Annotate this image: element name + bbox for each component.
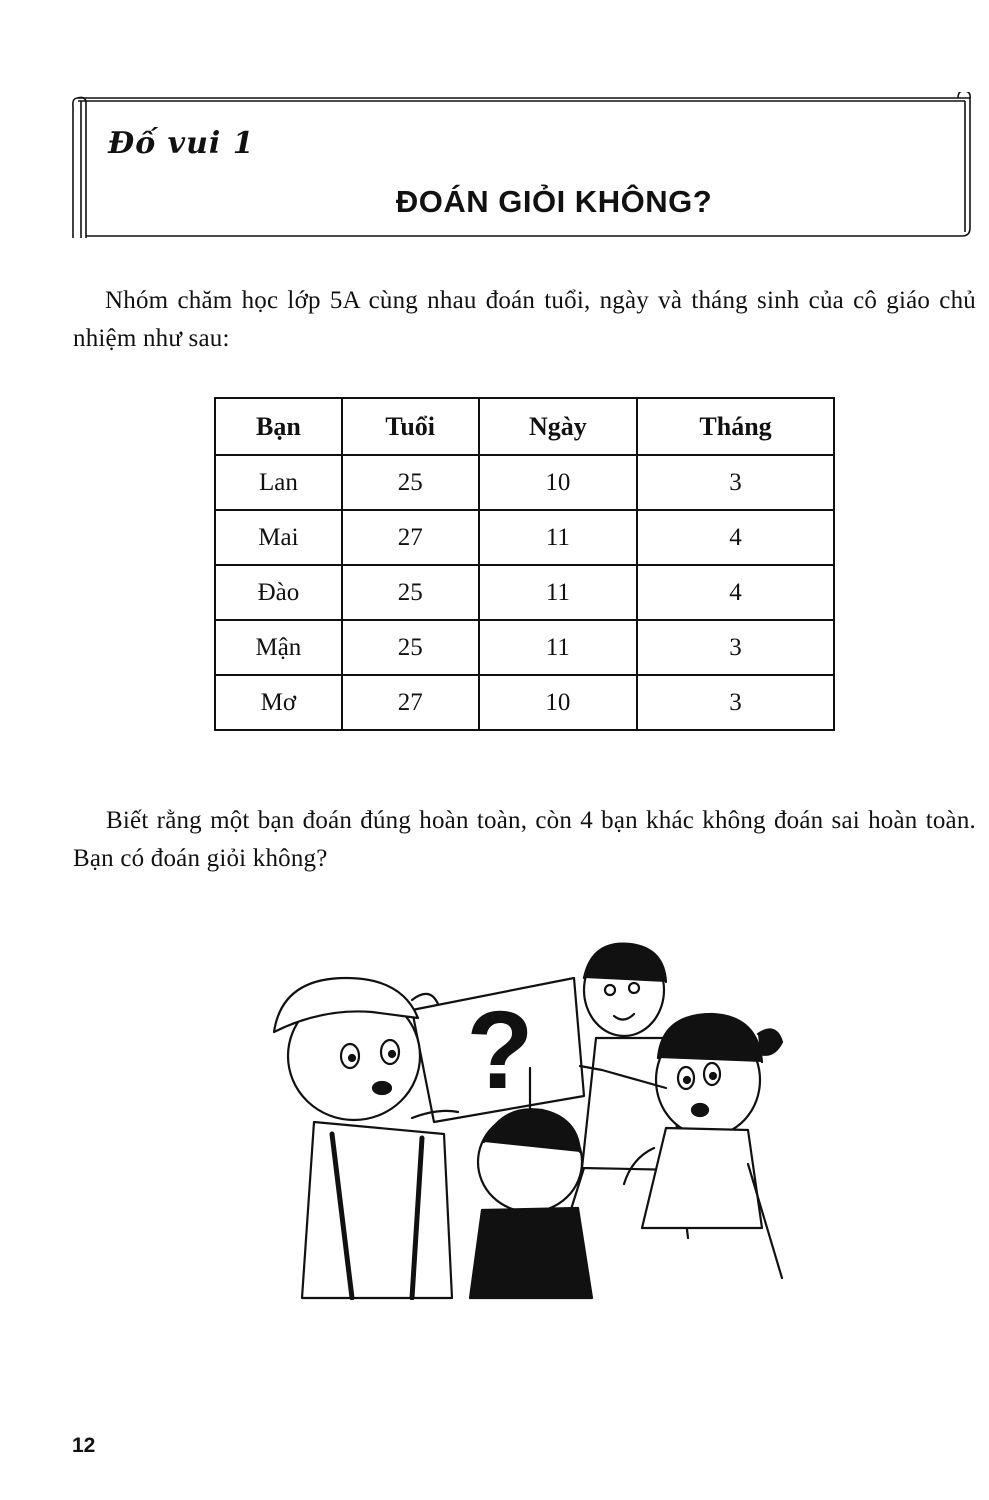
cell-day: 10 xyxy=(479,675,637,730)
cell-name: Mận xyxy=(215,620,342,675)
table-row xyxy=(215,620,834,675)
table-row xyxy=(215,510,834,565)
cell-day: 10 xyxy=(479,455,637,510)
cell-age: 25 xyxy=(342,455,479,510)
sign-question-mark: ? xyxy=(466,989,534,1112)
table-row xyxy=(215,675,834,730)
cell-month: 3 xyxy=(637,675,834,730)
cell-name: Mơ xyxy=(215,675,342,730)
cell-age: 25 xyxy=(342,565,479,620)
cell-month: 3 xyxy=(637,620,834,675)
table-row xyxy=(215,565,834,620)
header-ban: Bạn xyxy=(215,398,342,455)
cell-month: 3 xyxy=(637,455,834,510)
cell-name: Lan xyxy=(215,455,342,510)
table-row xyxy=(215,455,834,510)
cell-month: 4 xyxy=(637,510,834,565)
cell-age: 27 xyxy=(342,675,479,730)
cell-name: Đào xyxy=(215,565,342,620)
children-with-sign-icon xyxy=(262,938,792,1300)
cell-name: Mai xyxy=(215,510,342,565)
cell-month: 4 xyxy=(637,565,834,620)
header-thang: Tháng xyxy=(637,398,834,455)
cell-day: 11 xyxy=(479,565,637,620)
puzzle-label: Đố vui 1 xyxy=(108,126,255,161)
cell-day: 11 xyxy=(479,620,637,675)
cell-age: 25 xyxy=(342,620,479,675)
header-tuoi: Tuổi xyxy=(342,398,479,455)
title-banner xyxy=(72,92,974,238)
question-paragraph: Biết rằng một bạn đoán đúng hoàn toàn, còn 4 bạn khác không đoán sai hoàn toàn. Bạn có đoán giỏi không? xyxy=(73,807,976,872)
children-illustration xyxy=(262,938,792,1300)
table-header-row xyxy=(215,398,834,455)
cell-age: 27 xyxy=(342,510,479,565)
page-title: ĐOÁN GIỎI KHÔNG? xyxy=(395,184,713,219)
intro-paragraph: Nhóm chăm học lớp 5A cùng nhau đoán tuổi, ngày và tháng sinh của cô giáo chủ nhiệm như sau: xyxy=(73,287,976,352)
header-ngay: Ngày xyxy=(479,398,637,455)
page-number: 12 xyxy=(72,1434,96,1457)
guess-table xyxy=(214,397,835,731)
cell-day: 11 xyxy=(479,510,637,565)
